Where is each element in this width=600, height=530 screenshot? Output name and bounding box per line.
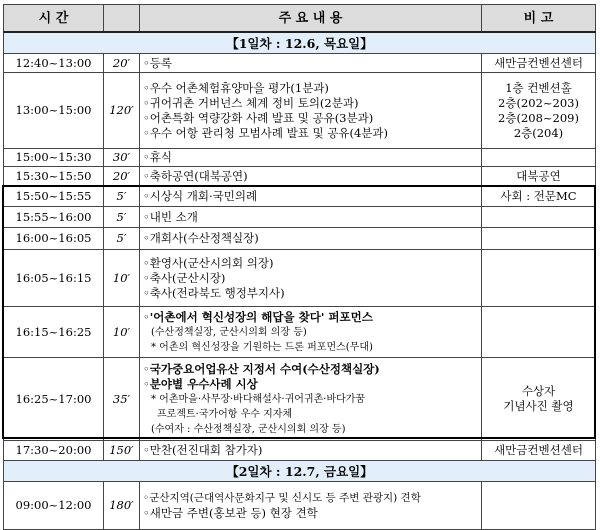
row-note bbox=[482, 250, 596, 307]
note-line: 1층 컨벤션홀 bbox=[505, 80, 572, 95]
row-note bbox=[482, 54, 596, 73]
row-duration: 20′ bbox=[104, 54, 140, 73]
program-line: ◦환영사(군산시의회 의장) bbox=[143, 255, 274, 270]
program-line: ◦군산지역(근대역사문화지구 및 신시도 등 주변 관광지) 견학 bbox=[143, 491, 421, 504]
row-duration: 5′ bbox=[104, 228, 140, 250]
row-time: 15:55~16:00 bbox=[4, 207, 104, 228]
program-line: ◦축사(전라북도 행정부지사) bbox=[143, 285, 285, 300]
row-note bbox=[482, 167, 596, 186]
table-row bbox=[4, 228, 596, 250]
table-row bbox=[4, 149, 596, 167]
program-line: ◦새만금 주변(홍보관 등) 현장 견학 bbox=[143, 505, 318, 520]
note-line: 2층(204) bbox=[513, 125, 564, 140]
note-line: 사회 : 전문MC bbox=[500, 188, 577, 203]
day2-title: 【2일차 : 12.7, 금요일】 bbox=[4, 461, 596, 482]
row-time: 16:05~16:15 bbox=[4, 250, 104, 307]
note-line: 기념사진 촬영 bbox=[503, 399, 574, 413]
note-line: 새만금컨벤션센터 bbox=[494, 443, 583, 457]
table-row bbox=[4, 358, 596, 441]
row-duration: 5′ bbox=[104, 186, 140, 207]
note-line: 2층(208~209) bbox=[498, 110, 579, 125]
row-time: 16:00~16:05 bbox=[4, 228, 104, 250]
program-line: ◦축사(군산시장) bbox=[143, 270, 226, 285]
day1-banner-row bbox=[4, 32, 596, 54]
note-line: 새만금컨벤션센터 bbox=[494, 55, 583, 70]
row-program bbox=[140, 167, 482, 186]
program-line: ◦내빈 소개 bbox=[143, 209, 198, 224]
program-line: ◦만찬(전진대회 참가자) bbox=[143, 443, 263, 457]
program-line: ◦축하공연(대북공연) bbox=[143, 168, 248, 183]
row-time: 13:00~15:00 bbox=[4, 73, 104, 149]
row-duration: 150′ bbox=[104, 441, 140, 461]
program-line: ◦시상식 개회·국민의례 bbox=[143, 188, 258, 203]
program-line: ◦국가중요어업유산 지정서 수여(수산정책실장) bbox=[143, 361, 380, 376]
row-time: 12:40~13:00 bbox=[4, 54, 104, 73]
row-time: 17:30~20:00 bbox=[4, 441, 104, 461]
note-line: 대북공연 bbox=[516, 168, 561, 183]
row-duration: 180′ bbox=[104, 482, 140, 530]
row-note bbox=[482, 207, 596, 228]
schedule-table bbox=[3, 4, 596, 530]
program-line: ◦등록 bbox=[143, 55, 173, 70]
row-time: 16:15~16:25 bbox=[4, 307, 104, 358]
header-time: 시 간 bbox=[4, 5, 104, 33]
row-program bbox=[140, 186, 482, 207]
table-header-row bbox=[4, 5, 596, 33]
row-duration: 5′ bbox=[104, 207, 140, 228]
row-program bbox=[140, 482, 482, 530]
row-duration: 10′ bbox=[104, 250, 140, 307]
row-time: 09:00~12:00 bbox=[4, 482, 104, 530]
program-line: 프로젝트·국가어항 우수 지자체 bbox=[157, 408, 293, 420]
day1-title: 【1일차 : 12.6, 목요일】 bbox=[4, 32, 596, 54]
program-line: ◦휴식 bbox=[143, 150, 173, 164]
row-program bbox=[140, 307, 482, 358]
header-time-blank bbox=[104, 5, 140, 33]
header-content: 주 요 내 용 bbox=[140, 5, 482, 33]
row-program bbox=[140, 358, 482, 441]
note-line: 2층(202~203) bbox=[498, 95, 579, 110]
program-line: (수산정책실장, 군산시의회 의장 등) bbox=[151, 326, 307, 338]
row-program bbox=[140, 149, 482, 167]
table-row bbox=[4, 307, 596, 358]
program-line: ◦분야별 우수사례 시상 bbox=[143, 376, 258, 391]
row-duration: 35′ bbox=[104, 358, 140, 441]
program-line: ◦어촌특화 역량강화 사례 발표 및 공유(3분과) bbox=[143, 110, 374, 125]
table-row bbox=[4, 441, 596, 461]
day2-banner-row bbox=[4, 461, 596, 482]
program-line: (수여자 : 수산정책실장, 군산시의회 의장 등) bbox=[151, 423, 346, 435]
table-row bbox=[4, 73, 596, 149]
row-duration: 120′ bbox=[104, 73, 140, 149]
row-note bbox=[482, 149, 596, 167]
row-program bbox=[140, 441, 482, 461]
program-line: * 어촌마을·사무장·바다해설사·귀어귀촌·바다가꿈 bbox=[151, 393, 366, 405]
table-row bbox=[4, 482, 596, 530]
row-note bbox=[482, 228, 596, 250]
program-line: * 어촌의 혁신성장을 기원하는 드론 퍼포먼스(무대) bbox=[151, 341, 373, 353]
row-note bbox=[482, 482, 596, 530]
row-time: 15:00~15:30 bbox=[4, 149, 104, 167]
program-line: ◦우수 어촌체험휴양마을 평가(1분과) bbox=[143, 80, 329, 95]
row-duration: 20′ bbox=[104, 167, 140, 186]
table-row bbox=[4, 186, 596, 207]
table-row bbox=[4, 54, 596, 73]
row-program bbox=[140, 73, 482, 149]
row-time: 15:30~15:50 bbox=[4, 167, 104, 186]
row-note bbox=[482, 186, 596, 207]
row-program bbox=[140, 250, 482, 307]
program-line: ◦귀어귀촌 거버넌스 체계 정비 토의(2분과) bbox=[143, 95, 359, 110]
row-program bbox=[140, 54, 482, 73]
row-time: 16:25~17:00 bbox=[4, 358, 104, 441]
table-row bbox=[4, 167, 596, 186]
program-line: ◦'어촌에서 혁신성장의 해답을 찾다' 퍼포먼스 bbox=[143, 309, 373, 324]
note-line: 수상자 bbox=[521, 384, 556, 398]
row-time: 15:50~15:55 bbox=[4, 186, 104, 207]
program-line: ◦우수 어항 관리청 모범사례 발표 및 공유(4분과) bbox=[143, 125, 388, 140]
row-note bbox=[482, 441, 596, 461]
row-note bbox=[482, 73, 596, 149]
row-duration: 10′ bbox=[104, 307, 140, 358]
row-program bbox=[140, 207, 482, 228]
row-note bbox=[482, 358, 596, 441]
table-row bbox=[4, 207, 596, 228]
row-note bbox=[482, 307, 596, 358]
table-row bbox=[4, 250, 596, 307]
row-program bbox=[140, 228, 482, 250]
row-duration: 30′ bbox=[104, 149, 140, 167]
header-note: 비 고 bbox=[482, 5, 596, 33]
program-line: ◦개회사(수산정책실장) bbox=[143, 231, 259, 245]
